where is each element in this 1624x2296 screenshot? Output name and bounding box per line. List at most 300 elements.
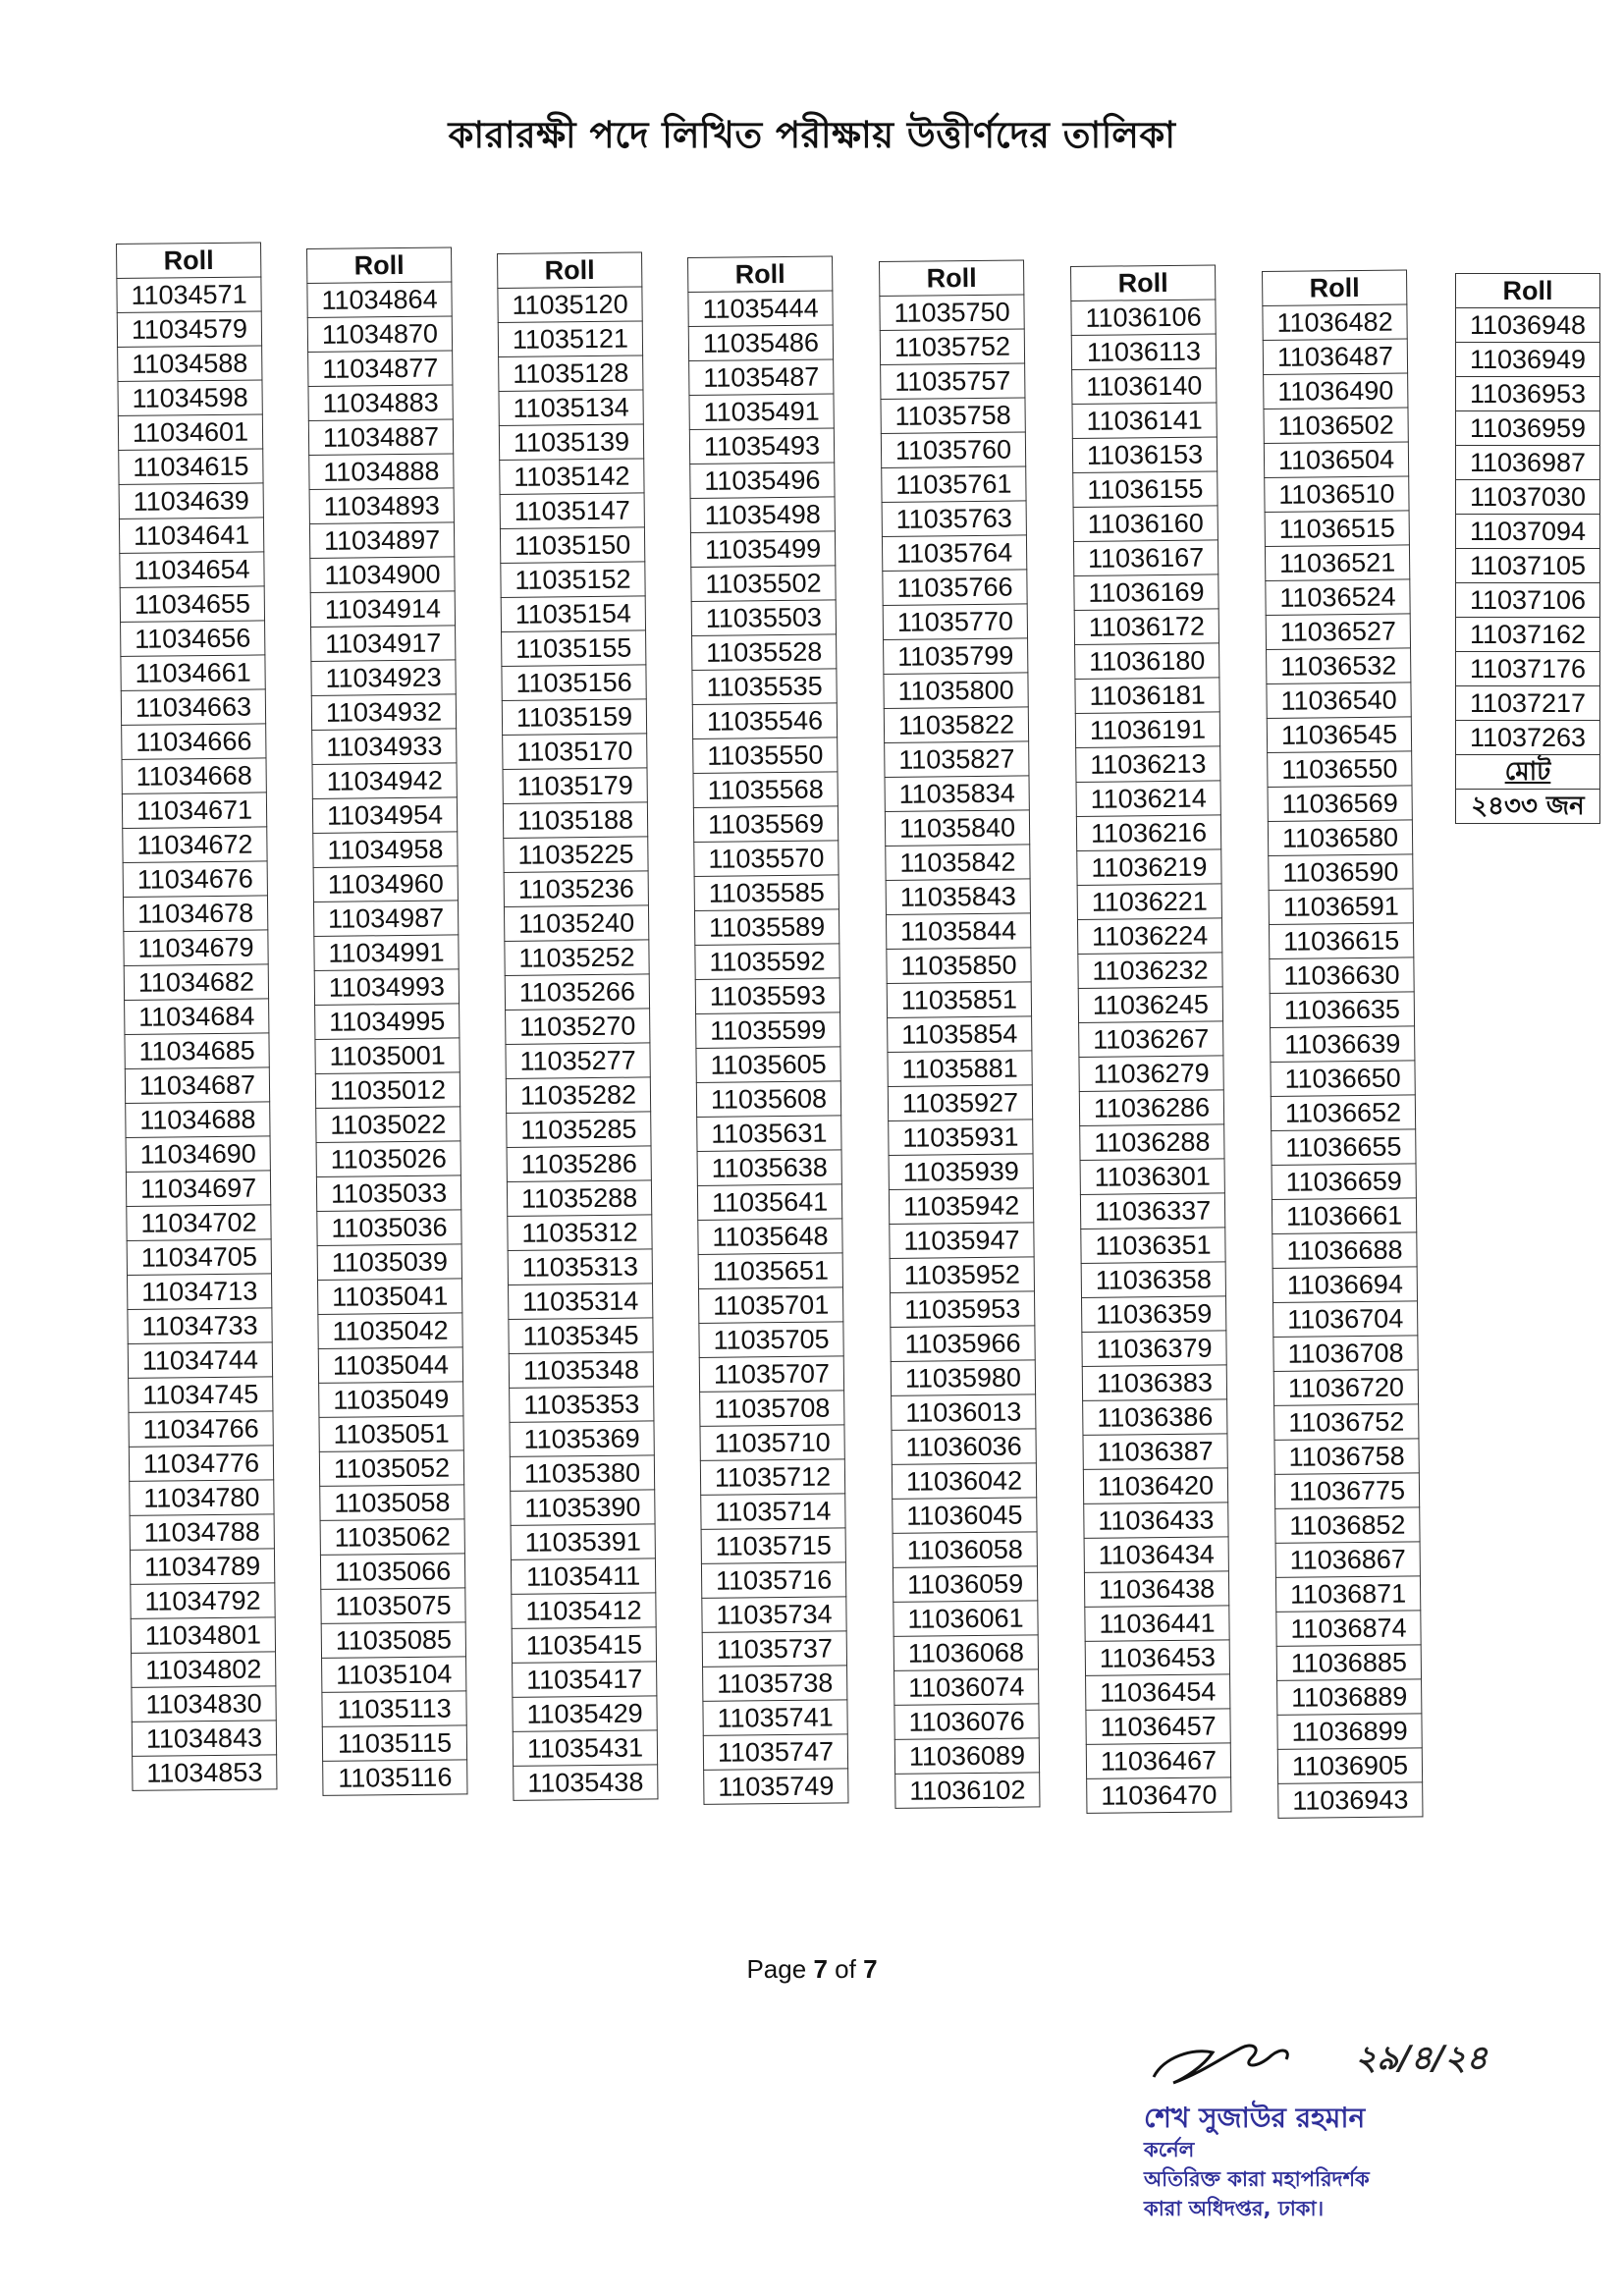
roll-number: 11036383 xyxy=(1082,1365,1226,1401)
roll-header: Roll xyxy=(880,260,1024,297)
table-row xyxy=(513,1730,657,1767)
table-row xyxy=(315,1004,460,1040)
roll-number: 11035966 xyxy=(891,1326,1035,1362)
roll-number: 11035750 xyxy=(880,295,1024,331)
roll-number: 11035236 xyxy=(504,871,648,907)
roll-number: 11034788 xyxy=(130,1514,274,1551)
roll-number: 11035741 xyxy=(703,1700,847,1736)
table-row xyxy=(702,1631,846,1667)
table-row xyxy=(1264,408,1408,444)
roll-number: 11035737 xyxy=(702,1631,846,1667)
table-row xyxy=(892,1463,1036,1500)
table-row xyxy=(1275,1507,1420,1544)
roll-number: 11036949 xyxy=(1456,343,1600,377)
table-row xyxy=(321,1588,465,1624)
roll-column-7 xyxy=(1262,269,1423,1818)
roll-number: 11035714 xyxy=(701,1494,845,1530)
roll-number: 11036167 xyxy=(1073,540,1218,576)
table-row xyxy=(1273,1336,1418,1372)
table-row xyxy=(511,1558,655,1595)
roll-number: 11036694 xyxy=(1272,1267,1417,1303)
roll-number: 11034676 xyxy=(123,861,267,898)
signer-designation: অতিরিক্ত কারা মহাপরিদর্শক xyxy=(1144,2167,1370,2191)
roll-number: 11034780 xyxy=(130,1480,274,1516)
roll-number: 11035568 xyxy=(693,772,838,808)
table-row xyxy=(123,827,267,863)
roll-number: 11036502 xyxy=(1264,408,1408,444)
table-row xyxy=(1073,471,1218,508)
table-row xyxy=(126,1102,270,1138)
roll-number: 11035708 xyxy=(700,1391,844,1427)
roll-number: 11036140 xyxy=(1072,368,1217,405)
table-row xyxy=(1082,1296,1226,1333)
table-row xyxy=(883,570,1027,606)
table-row xyxy=(1268,820,1412,856)
roll-number: 11035051 xyxy=(319,1416,463,1452)
roll-number: 11035842 xyxy=(886,845,1030,881)
roll-number: 11034830 xyxy=(132,1686,276,1722)
roll-number: 11036286 xyxy=(1079,1090,1223,1126)
table-row xyxy=(1080,1124,1224,1161)
table-row xyxy=(695,978,839,1014)
roll-number: 11035840 xyxy=(885,810,1029,847)
roll-number: 11036652 xyxy=(1271,1095,1415,1131)
page-title: কারারক্ষী পদে লিখিত পরীক্ষায় উত্তীর্ণদের তালিকা xyxy=(448,114,1176,156)
roll-number: 11036987 xyxy=(1456,446,1600,480)
roll-number: 11035502 xyxy=(691,566,836,602)
roll-number: 11034995 xyxy=(315,1004,460,1040)
table-row xyxy=(1081,1228,1225,1264)
roll-number: 11036141 xyxy=(1072,403,1217,439)
table-row xyxy=(506,1077,650,1114)
table-row xyxy=(1456,652,1600,686)
roll-number: 11036213 xyxy=(1076,746,1220,783)
table-row xyxy=(506,1043,650,1079)
table-row xyxy=(504,871,648,907)
roll-number: 11034993 xyxy=(314,969,459,1006)
table-row xyxy=(121,689,265,726)
table-row xyxy=(498,321,642,357)
roll-number: 11036948 xyxy=(1456,308,1600,343)
roll-number: 11035036 xyxy=(317,1210,461,1246)
roll-number: 11035022 xyxy=(316,1107,460,1143)
roll-number: 11036279 xyxy=(1079,1056,1223,1092)
table-row xyxy=(128,1308,272,1344)
roll-number: 11036420 xyxy=(1083,1468,1227,1504)
roll-number: 11036871 xyxy=(1275,1576,1420,1613)
roll-number: 11034888 xyxy=(309,454,454,490)
table-row xyxy=(1071,334,1216,370)
table-row xyxy=(693,738,838,774)
table-row xyxy=(125,999,269,1035)
roll-number: 11034744 xyxy=(128,1342,272,1379)
roll-number: 11034654 xyxy=(120,552,264,588)
roll-number: 11035881 xyxy=(888,1051,1032,1087)
roll-number: 11035415 xyxy=(512,1627,656,1664)
roll-number: 11035493 xyxy=(689,428,834,465)
table-row xyxy=(699,1322,843,1358)
roll-number: 11034641 xyxy=(119,518,263,554)
table-row xyxy=(689,359,834,396)
table-row xyxy=(1456,446,1600,480)
table-row xyxy=(894,1738,1039,1775)
roll-number: 11036889 xyxy=(1277,1679,1422,1716)
roll-number: 11035589 xyxy=(694,909,839,946)
table-row xyxy=(126,1171,270,1207)
roll-number: 11035942 xyxy=(889,1188,1033,1225)
table-row xyxy=(691,600,836,636)
table-row xyxy=(881,398,1025,434)
roll-number: 11035738 xyxy=(703,1666,847,1702)
roll-header: Roll xyxy=(1071,265,1216,301)
roll-number: 11035225 xyxy=(504,837,648,873)
roll-number: 11036221 xyxy=(1077,884,1221,920)
table-row xyxy=(704,1769,848,1805)
roll-number: 11036288 xyxy=(1080,1124,1224,1161)
table-row xyxy=(129,1411,273,1448)
roll-number: 11034960 xyxy=(313,866,458,902)
roll-number: 11034639 xyxy=(119,483,263,519)
table-row xyxy=(701,1494,845,1530)
roll-column-3 xyxy=(497,251,658,1800)
table-row xyxy=(130,1549,274,1585)
table-row xyxy=(316,1107,460,1143)
table-row xyxy=(885,810,1029,847)
table-row xyxy=(313,832,458,868)
table-row xyxy=(884,638,1028,675)
table-row xyxy=(514,1765,658,1801)
roll-number: 11034932 xyxy=(311,694,456,731)
table-row xyxy=(891,1326,1035,1362)
table-row xyxy=(888,1016,1032,1053)
roll-number: 11035763 xyxy=(882,501,1026,537)
roll-column-5 xyxy=(879,259,1040,1808)
table-row xyxy=(1079,1056,1223,1092)
table-row xyxy=(504,905,648,942)
roll-number: 11035240 xyxy=(504,905,648,942)
table-row xyxy=(699,1287,843,1324)
roll-number: 11034661 xyxy=(121,655,265,691)
roll-number: 11036852 xyxy=(1275,1507,1420,1544)
roll-header: Roll xyxy=(688,256,833,293)
table-row xyxy=(1272,1267,1417,1303)
roll-number: 11036074 xyxy=(894,1669,1039,1706)
roll-number: 11037105 xyxy=(1456,549,1600,583)
table-row xyxy=(888,1085,1032,1121)
roll-number: 11034571 xyxy=(117,277,261,313)
roll-number: 11034678 xyxy=(123,896,267,932)
roll-number: 11034801 xyxy=(131,1617,275,1654)
table-row xyxy=(1263,304,1407,341)
roll-number: 11036688 xyxy=(1272,1232,1417,1269)
signer-office: কারা অধিদপ্তর, ঢাকা। xyxy=(1144,2197,1325,2220)
table-row xyxy=(505,974,649,1011)
table-row xyxy=(321,1622,465,1659)
roll-number: 11035412 xyxy=(512,1593,656,1629)
roll-number: 11034671 xyxy=(122,793,266,829)
table-row xyxy=(503,802,647,839)
table-row xyxy=(508,1215,652,1251)
table-row xyxy=(322,1725,466,1762)
roll-number: 11035085 xyxy=(321,1622,465,1659)
table-row xyxy=(1456,308,1600,343)
table-row xyxy=(312,729,457,765)
table-row xyxy=(1267,717,1411,753)
table-row xyxy=(311,626,456,662)
table-row xyxy=(1078,953,1222,989)
roll-number: 11036214 xyxy=(1076,781,1220,817)
table-row xyxy=(884,673,1028,709)
roll-number: 11036550 xyxy=(1268,751,1412,788)
roll-column-2 xyxy=(306,246,467,1795)
roll-number: 11034883 xyxy=(308,385,453,421)
roll-number: 11036959 xyxy=(1456,411,1600,446)
table-row xyxy=(886,913,1030,950)
table-row xyxy=(314,969,459,1006)
roll-number: 11035498 xyxy=(690,497,835,533)
table-row xyxy=(319,1382,463,1418)
roll-number: 11034853 xyxy=(133,1755,277,1791)
roll-number: 11034887 xyxy=(308,419,453,456)
table-row xyxy=(1086,1674,1230,1711)
table-row xyxy=(1075,678,1219,714)
roll-column-8 xyxy=(1455,273,1600,824)
roll-number: 11035411 xyxy=(511,1558,655,1595)
table-row xyxy=(696,1047,840,1083)
roll-number: 11035980 xyxy=(891,1360,1035,1396)
roll-number: 11035312 xyxy=(508,1215,652,1251)
table-row xyxy=(125,1067,269,1104)
table-row xyxy=(1272,1164,1416,1200)
roll-number: 11034897 xyxy=(309,522,454,559)
table-row xyxy=(309,522,454,559)
roll-number: 11035499 xyxy=(690,531,835,568)
roll-number: 11035605 xyxy=(696,1047,840,1083)
roll-number: 11035170 xyxy=(503,734,647,770)
table-row xyxy=(511,1524,655,1560)
roll-number: 11035710 xyxy=(700,1425,844,1461)
table-row xyxy=(893,1498,1037,1534)
roll-number: 11036953 xyxy=(1456,377,1600,411)
table-row xyxy=(883,604,1027,640)
table-row xyxy=(1263,339,1407,375)
roll-number: 11035286 xyxy=(507,1146,651,1182)
table-row xyxy=(502,630,646,667)
roll-number: 11037106 xyxy=(1456,583,1600,618)
table-row xyxy=(1274,1404,1419,1441)
table-row xyxy=(498,287,642,323)
table-row xyxy=(889,1188,1033,1225)
table-row xyxy=(316,1141,460,1177)
roll-number: 11035599 xyxy=(696,1012,840,1049)
table-row xyxy=(508,1249,652,1285)
table-row xyxy=(1074,574,1218,611)
roll-number: 11034697 xyxy=(126,1171,270,1207)
roll-column-4 xyxy=(687,255,848,1804)
table-row xyxy=(1077,918,1221,955)
table-row xyxy=(122,724,266,760)
table-row xyxy=(509,1318,653,1354)
table-row xyxy=(1272,1129,1416,1166)
table-row xyxy=(881,432,1025,468)
table-row xyxy=(703,1734,847,1771)
roll-number: 11034688 xyxy=(126,1102,270,1138)
roll-header: Roll xyxy=(117,243,261,279)
roll-header: Roll xyxy=(1263,270,1407,306)
roll-number: 11035353 xyxy=(510,1387,654,1423)
roll-number: 11035128 xyxy=(499,355,643,392)
roll-number: 11036569 xyxy=(1268,786,1412,822)
roll-number: 11036615 xyxy=(1269,923,1413,959)
table-row xyxy=(891,1291,1035,1328)
roll-number: 11035503 xyxy=(691,600,836,636)
roll-number: 11035766 xyxy=(883,570,1027,606)
table-row xyxy=(318,1279,462,1315)
roll-number: 11035429 xyxy=(513,1696,657,1732)
roll-number: 11035313 xyxy=(508,1249,652,1285)
roll-number: 11034615 xyxy=(119,449,263,485)
table-row xyxy=(1268,786,1412,822)
roll-number: 11036454 xyxy=(1086,1674,1230,1711)
table-row xyxy=(697,1116,841,1152)
roll-number: 11036591 xyxy=(1269,889,1413,925)
roll-number: 11034900 xyxy=(310,557,455,593)
roll-number: 11034690 xyxy=(126,1136,270,1173)
roll-number: 11035799 xyxy=(884,638,1028,675)
roll-number: 11034745 xyxy=(129,1377,273,1413)
table-row xyxy=(895,1773,1040,1809)
table-row xyxy=(510,1421,654,1457)
roll-number: 11035701 xyxy=(699,1287,843,1324)
roll-number: 11036470 xyxy=(1087,1777,1231,1814)
table-row xyxy=(892,1429,1036,1465)
table-row xyxy=(700,1425,844,1461)
roll-number: 11036504 xyxy=(1264,442,1408,478)
table-row xyxy=(323,1760,467,1796)
table-row xyxy=(891,1360,1035,1396)
table-row xyxy=(311,660,456,696)
roll-number: 11035843 xyxy=(886,879,1030,915)
roll-number: 11035491 xyxy=(689,394,834,430)
roll-number: 11035159 xyxy=(502,699,646,736)
roll-number: 11034933 xyxy=(312,729,457,765)
roll-number: 11036457 xyxy=(1086,1709,1230,1745)
roll-number: 11036661 xyxy=(1272,1198,1416,1234)
roll-number: 11035931 xyxy=(889,1120,1033,1156)
roll-number: 11035712 xyxy=(700,1459,844,1496)
table-row xyxy=(1456,618,1600,652)
table-row xyxy=(1456,343,1600,377)
table-row xyxy=(694,909,839,946)
roll-number: 11036160 xyxy=(1073,506,1218,542)
table-row xyxy=(118,414,262,451)
table-row xyxy=(1077,849,1221,886)
roll-number: 11036386 xyxy=(1083,1399,1227,1436)
table-row xyxy=(314,935,459,971)
table-row xyxy=(888,1051,1032,1087)
table-row xyxy=(131,1583,275,1619)
roll-number: 11035348 xyxy=(509,1352,653,1389)
signer-block xyxy=(1144,2102,1370,2223)
roll-number: 11036387 xyxy=(1083,1434,1227,1470)
table-row xyxy=(312,797,457,834)
table-row xyxy=(882,535,1026,572)
table-row xyxy=(1083,1468,1227,1504)
table-row xyxy=(1276,1645,1421,1681)
table-row xyxy=(320,1519,464,1556)
table-row xyxy=(313,901,458,937)
roll-number: 11034766 xyxy=(129,1411,273,1448)
table-row xyxy=(499,390,643,426)
table-row xyxy=(1264,442,1408,478)
roll-number: 11034987 xyxy=(313,901,458,937)
roll-number: 11036867 xyxy=(1275,1542,1420,1578)
roll-number: 11037162 xyxy=(1456,618,1600,652)
roll-number: 11036650 xyxy=(1271,1061,1415,1097)
table-row xyxy=(1456,583,1600,618)
roll-number: 11034601 xyxy=(118,414,262,451)
roll-number: 11035142 xyxy=(500,459,644,495)
table-row xyxy=(894,1669,1039,1706)
roll-number: 11035592 xyxy=(695,944,839,980)
table-row xyxy=(129,1446,273,1482)
table-row xyxy=(690,463,835,499)
table-row xyxy=(320,1554,464,1590)
table-row xyxy=(1277,1748,1422,1784)
roll-number: 11035752 xyxy=(880,329,1024,365)
table-row xyxy=(688,291,833,327)
table-row xyxy=(501,562,645,598)
roll-number: 11035546 xyxy=(692,703,837,739)
table-row xyxy=(1077,884,1221,920)
roll-number: 11035188 xyxy=(503,802,647,839)
roll-number: 11034877 xyxy=(308,351,453,387)
page-indicator xyxy=(0,1954,1624,1985)
table-row xyxy=(1076,746,1220,783)
table-row xyxy=(882,466,1026,503)
table-row xyxy=(118,380,262,416)
roll-number: 11034579 xyxy=(117,311,261,348)
roll-number: 11035927 xyxy=(888,1085,1032,1121)
roll-number: 11034792 xyxy=(131,1583,275,1619)
roll-number: 11036905 xyxy=(1277,1748,1422,1784)
table-row xyxy=(894,1704,1039,1740)
table-row xyxy=(127,1239,271,1276)
total-value: ২৪৩৩ জন xyxy=(1456,790,1600,824)
table-row xyxy=(1075,643,1219,680)
roll-number: 11035438 xyxy=(514,1765,658,1801)
roll-number: 11036224 xyxy=(1077,918,1221,955)
table-row xyxy=(1269,854,1413,891)
roll-number: 11034917 xyxy=(311,626,456,662)
roll-number: 11034684 xyxy=(125,999,269,1035)
signer-name: শেখ সুজাউর রহমান xyxy=(1144,2102,1366,2134)
roll-number: 11035757 xyxy=(881,363,1025,400)
table-row xyxy=(892,1394,1036,1431)
roll-number: 11035631 xyxy=(697,1116,841,1152)
roll-column-6 xyxy=(1070,264,1231,1813)
table-row xyxy=(310,557,455,593)
table-row xyxy=(893,1601,1038,1637)
total-label: মোট xyxy=(1456,755,1600,790)
roll-number: 11036061 xyxy=(893,1601,1038,1637)
roll-number: 11034679 xyxy=(124,930,268,966)
roll-number: 11035496 xyxy=(690,463,835,499)
roll-number: 11036153 xyxy=(1072,437,1217,473)
roll-number: 11036089 xyxy=(894,1738,1039,1775)
roll-number: 11036708 xyxy=(1273,1336,1418,1372)
table-row xyxy=(513,1696,657,1732)
